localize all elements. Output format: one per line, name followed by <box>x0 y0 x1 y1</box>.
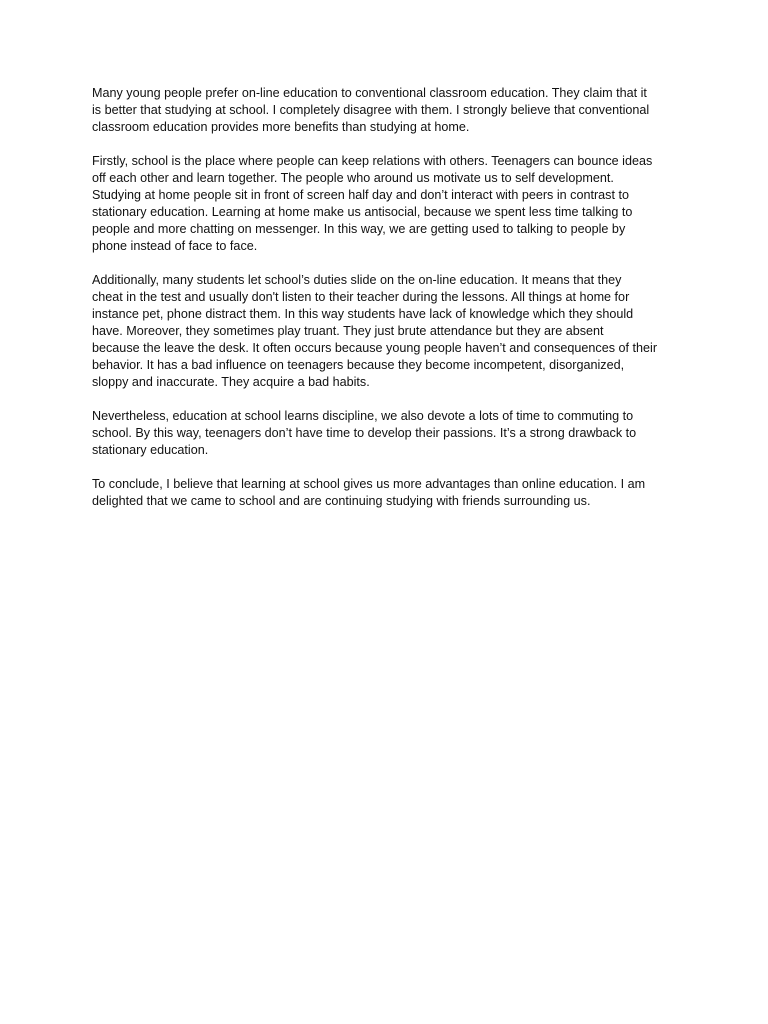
text-line: Many young people prefer on-line education to conventional classroom education. They claim that it <box>92 86 647 100</box>
text-line: Additionally, many students let school’s duties slide on the on-line education. It means that they <box>92 273 622 287</box>
paragraph-nevertheless <box>92 408 680 459</box>
paragraph-intro <box>92 85 680 136</box>
paragraph-additionally <box>92 272 680 391</box>
text-line: To conclude, I believe that learning at school gives us more advantages than online education. I am <box>92 477 646 491</box>
text-line: phone instead of face to face. <box>92 239 258 253</box>
text-line: is better that studying at school. I completely disagree with them. I strongly believe that conventional <box>92 103 650 117</box>
paragraph-conclusion <box>92 476 680 510</box>
text-line: because the leave the desk. It often occurs because young people haven’t and consequences of their <box>92 341 658 355</box>
text-line: sloppy and inaccurate. They acquire a bad habits. <box>92 375 370 389</box>
text-line: people and more chatting on messenger. In this way, we are getting used to talking to people by <box>92 222 626 236</box>
text-line: behavior. It has a bad influence on teenagers because they become incompetent, disorganized, <box>92 358 625 372</box>
text-line: have. Moreover, they sometimes play truant. They just brute attendance but they are absent <box>92 324 604 338</box>
text-line: instance pet, phone distract them. In this way students have lack of knowledge which they should <box>92 307 634 321</box>
text-line: cheat in the test and usually don't listen to their teacher during the lessons. All things at home for <box>92 290 630 304</box>
text-line: classroom education provides more benefits than studying at home. <box>92 120 470 134</box>
text-line: Studying at home people sit in front of screen half day and don’t interact with peers in contrast to <box>92 188 629 202</box>
text-line: stationary education. Learning at home make us antisocial, because we spent less time talking to <box>92 205 633 219</box>
text-line: Nevertheless, education at school learns discipline, we also devote a lots of time to commuting to <box>92 409 634 423</box>
text-line: off each other and learn together. The people who around us motivate us to self development. <box>92 171 614 185</box>
text-line: stationary education. <box>92 443 209 457</box>
text-line: Firstly, school is the place where people can keep relations with others. Teenagers can bounce ideas <box>92 154 653 168</box>
text-line: delighted that we came to school and are continuing studying with friends surrounding us. <box>92 494 591 508</box>
paragraph-firstly <box>92 153 680 255</box>
text-line: school. By this way, teenagers don’t have time to develop their passions. It’s a strong drawback to <box>92 426 637 440</box>
